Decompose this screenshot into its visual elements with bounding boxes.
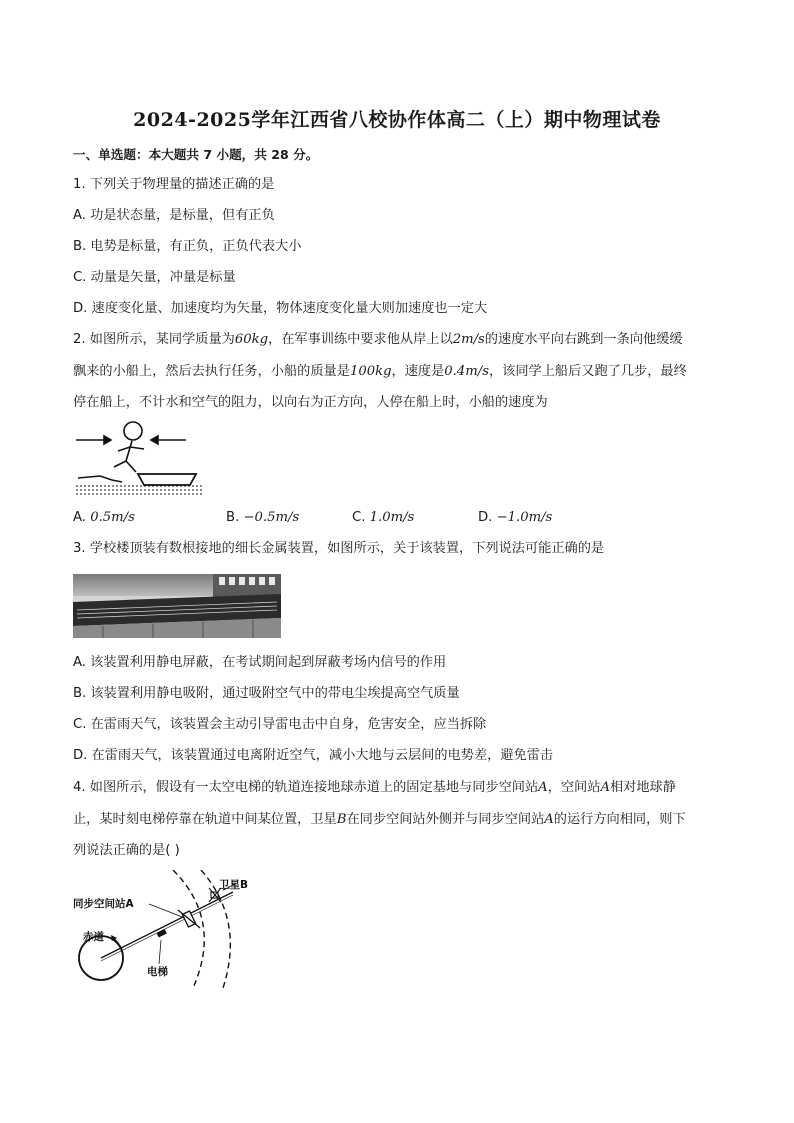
q4-stem-line3: 列说法正确的是( ) — [73, 843, 180, 858]
q2-text: ，该同学上船后又跑了几步，最终 — [489, 364, 687, 379]
q2-text: 的速度水平向右跳到一条向他缓缓 — [484, 332, 683, 347]
section-heading: 一、单选题：本大题共 7 小题，共 28 分。 — [73, 147, 319, 162]
q2-option-d: D. −1.0m/s — [478, 510, 553, 525]
q3-stem: 3. 学校楼顶装有数根接地的细长金属装置，如图所示，关于该装置，下列说法可能正确的是 — [73, 541, 605, 556]
q1-option-b: B. 电势是标量，有正负，正负代表大小 — [73, 239, 302, 254]
arrow-head — [104, 436, 111, 444]
q1-option-d: D. 速度变化量、加速度均为矢量，物体速度变化量大则加速度也一定大 — [73, 301, 488, 316]
person-head-icon — [124, 422, 142, 440]
q2-figure-jump-boat — [74, 420, 206, 498]
q3-figure-rooftop-rods — [73, 574, 281, 638]
q2-option-b: B. −0.5m/s — [226, 510, 300, 525]
label-elevator: 电梯 — [147, 966, 168, 978]
q3-option-b: B. 该装置利用静电吸附，通过吸附空气中的带电尘埃提高空气质量 — [73, 686, 460, 701]
person-body — [126, 441, 132, 461]
q2-mass-boat: 100kg — [349, 364, 392, 379]
q4-figure-space-elevator — [73, 870, 253, 988]
q2-speed-person: 2m/s — [452, 332, 485, 347]
q3-option-c: C. 在雷雨天气，该装置会主动引导雷电击中自身，危害安全，应当拆除 — [73, 717, 487, 732]
q2-option-c: C. 1.0m/s — [352, 510, 415, 525]
q4-stem-line2: 止，某时刻电梯停靠在轨道中间某位置，卫星B在同步空间站外侧并与同步空间站A的运行方向相同，则下 — [73, 812, 686, 827]
shore-edge — [78, 476, 122, 482]
q2-speed-boat: 0.4m/s — [444, 364, 489, 379]
label-equator: 赤道 — [83, 931, 104, 943]
exam-title: 2024-2025学年江西省八校协作体高二（上）期中物理试卷 — [133, 109, 661, 131]
q2-text: 2. 如图所示，某同学质量为 — [73, 332, 235, 347]
arrow-head — [151, 436, 158, 444]
q3-option-d: D. 在雷雨天气，该装置通过电离附近空气，减小大地与云层间的电势差，避免雷击 — [73, 748, 554, 763]
label-station-a: 同步空间站A — [73, 898, 134, 910]
q4-stem-line1: 4. 如图所示，假设有一太空电梯的轨道连接地球赤道上的固定基地与同步空间站A，空间站A相对地球静 — [73, 780, 676, 795]
elevator-car-icon — [157, 929, 167, 937]
q2-mass-person: 60kg — [234, 332, 269, 347]
q2-stem-line1 — [73, 330, 683, 350]
q2-text: ，在军事训练中要求他从岸上以 — [268, 332, 453, 347]
q2-stem-line3: 停在船上，不计水和空气的阻力，以向右为正方向，人停在船上时，小船的速度为 — [73, 395, 548, 410]
q2-option-a: A. 0.5m/s — [73, 510, 135, 525]
q2-text: ，速度是 — [391, 364, 445, 379]
geo-orbit — [173, 870, 204, 988]
label-satellite-b: 卫星B — [219, 879, 249, 891]
q2-stem-line2 — [73, 362, 687, 382]
q1-option-a: A. 功是状态量，是标量，但有正负 — [73, 208, 275, 223]
q1-stem: 1. 下列关于物理量的描述正确的是 — [73, 177, 275, 192]
q3-option-a: A. 该装置利用静电屏蔽，在考试期间起到屏蔽考场内信号的作用 — [73, 655, 447, 670]
q2-text: 飘来的小船上，然后去执行任务，小船的质量是 — [73, 364, 350, 379]
boat-icon — [138, 474, 196, 485]
q1-option-c: C. 动量是矢量，冲量是标量 — [73, 270, 236, 285]
